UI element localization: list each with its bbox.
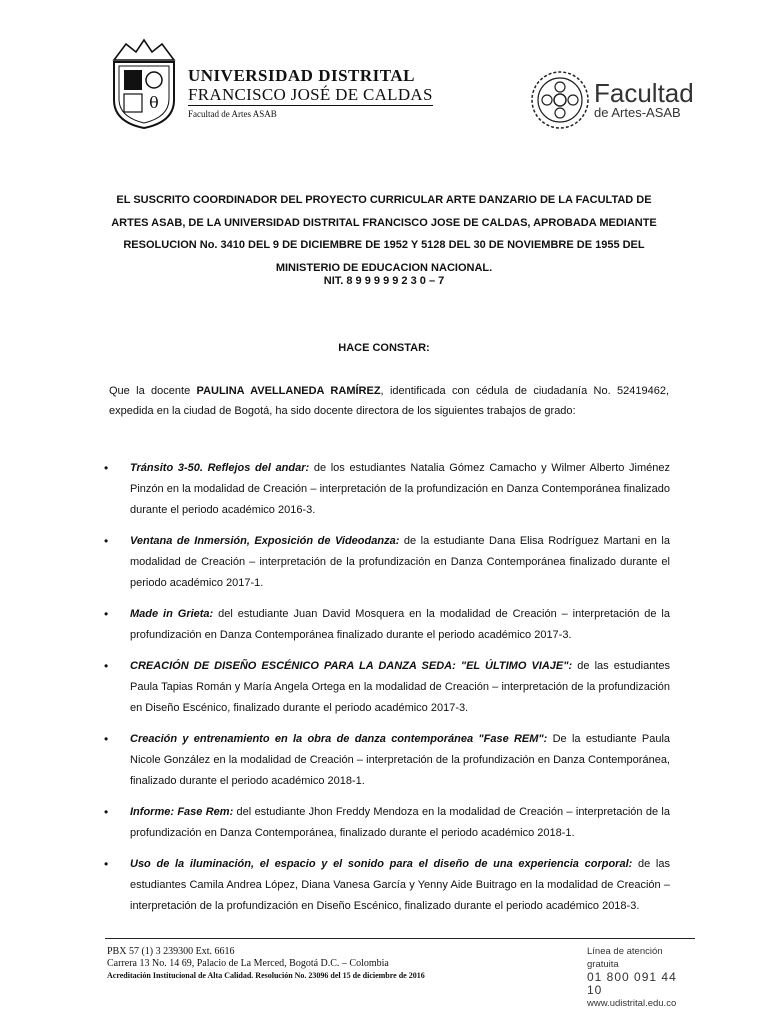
intro-paragraph <box>109 381 669 421</box>
footer-contact <box>107 946 425 982</box>
university-name <box>188 66 433 119</box>
list-item <box>104 604 670 646</box>
faculty-name-line2: de Artes-ASAB <box>594 105 681 120</box>
list-item <box>104 531 670 594</box>
footer-hotline <box>587 945 695 1010</box>
bullet-icon: • <box>104 461 109 475</box>
hotline-label: Línea de atención gratuita <box>587 946 663 970</box>
work-title: Tránsito 3-50. Reflejos del andar: <box>130 462 310 474</box>
hace-constar-heading: HACE CONSTAR: <box>338 342 430 354</box>
list-item <box>104 458 670 521</box>
footer-divider <box>105 938 695 939</box>
faculty-ornament-icon <box>530 70 590 130</box>
website: www.udistrital.edu.co <box>587 998 677 1009</box>
footer-accreditation: Acreditación Institucional de Alta Calidad. Resolución No. 23096 del 15 de diciembre de 2016 <box>107 971 425 980</box>
university-seal-icon <box>106 38 182 130</box>
letterhead <box>100 30 694 140</box>
works-list <box>104 458 670 927</box>
faculty-name <box>594 80 694 120</box>
work-title: Made in Grieta: <box>130 608 214 620</box>
work-title: Ventana de Inmersión, Exposición de Videodanza: <box>130 535 400 547</box>
list-item <box>104 729 670 792</box>
bullet-icon: • <box>104 732 109 746</box>
list-item <box>104 656 670 719</box>
intro-post: , identificada con cédula de ciudadanía No. 52419462, expedida en la ciudad de Bogotá, ha sido docente directora de los siguientes trabajos de grado: <box>109 385 669 417</box>
svg-text:θ: θ <box>149 93 159 112</box>
bullet-icon: • <box>104 659 109 673</box>
bullet-icon: • <box>104 534 109 548</box>
list-item <box>104 802 670 844</box>
bullet-icon: • <box>104 607 109 621</box>
footer-address: Carrera 13 No. 14 69, Palacio de La Merced, Bogotá D.C. – Colombia <box>107 958 389 969</box>
work-text: de las estudiantes Paula Tapias Román y María Angela Ortega en la modalidad de Creación – interpretación de la profundización en Diseño Escénico, finalizado durante el periodo académico 2017-3. <box>130 660 671 714</box>
document-title: EL SUSCRITO COORDINADOR DEL PROYECTO CURRICULAR ARTE DANZARIO DE LA FACULTAD DE ARTES ASAB, DE LA UNIVERSIDAD DISTRITAL FRANCISCO JOSE DE CALDAS, APROBADA MEDIANTE RESOLUCION No. 3410 DEL 9 DE DICIEMBRE DE 1952 Y 5128 DEL 30 DE NOVIEMBRE DE 1955 DEL MINISTERIO DE EDUCACION NACIONAL. <box>111 194 657 274</box>
work-text: de los estudiantes Natalia Gómez Camacho y Wilmer Alberto Jiménez Pinzón en la modalidad de Creación – interpretación de la profundización en Danza Contemporánea finalizado durante el periodo académico 2016-3. <box>130 462 670 516</box>
work-text: de la estudiante Dana Elisa Rodríguez Martani en la modalidad de Creación – interpretación de la profundización en Danza Contemporánea finalizado durante el periodo académico 2017-1. <box>130 535 670 589</box>
bullet-icon: • <box>104 805 109 819</box>
faculty-name-line1: Facultad <box>594 78 694 108</box>
university-name-line2: FRANCISCO JOSÉ DE CALDAS <box>188 85 433 104</box>
work-text: del estudiante Juan David Mosquera en la modalidad de Creación – interpretación de la profundización en Danza Contemporánea finalizado durante el periodo académico 2017-3. <box>130 608 670 641</box>
teacher-name: PAULINA AVELLANEDA RAMÍREZ <box>196 385 381 397</box>
work-text: de las estudiantes Camila Andrea López, Diana Vanesa García y Yenny Aide Buitrago en la modalidad de Creación – interpretación de la profundización en Diseño Escénico, finalizado durante el periodo académico 2018-3. <box>130 858 670 912</box>
intro-pre: Que la docente <box>109 385 197 397</box>
work-text: De la estudiante Paula Nicole González en la modalidad de Creación – interpretación de la profundización en Danza Contemporánea, finalizado durante el periodo académico 2018-1. <box>130 733 671 787</box>
work-title: Informe: Fase Rem: <box>130 806 234 818</box>
nit-number: NIT. 8 9 9 9 9 9 2 3 0 – 7 <box>323 275 445 287</box>
work-text: del estudiante Jhon Freddy Mendoza en la modalidad de Creación – interpretación de la profundización en Danza Contemporánea, finalizado durante el periodo académico 2018-1. <box>130 806 670 839</box>
work-title: CREACIÓN DE DISEÑO ESCÉNICO PARA LA DANZA SEDA: "EL ÚLTIMO VIAJE": <box>130 660 573 672</box>
bullet-icon: • <box>104 857 109 871</box>
university-name-line1: UNIVERSIDAD DISTRITAL <box>188 66 415 85</box>
footer-pbx: PBX 57 (1) 3 239300 Ext. 6616 <box>107 946 235 957</box>
work-title: Creación y entrenamiento en la obra de danza contemporánea "Fase REM": <box>130 733 548 745</box>
hotline-number: 01 800 091 44 10 <box>587 970 677 997</box>
faculty-subtitle: Facultad de Artes ASAB <box>188 109 277 119</box>
list-item <box>104 854 670 917</box>
work-title: Uso de la iluminación, el espacio y el sonido para el diseño de una experiencia corporal: <box>130 858 633 870</box>
